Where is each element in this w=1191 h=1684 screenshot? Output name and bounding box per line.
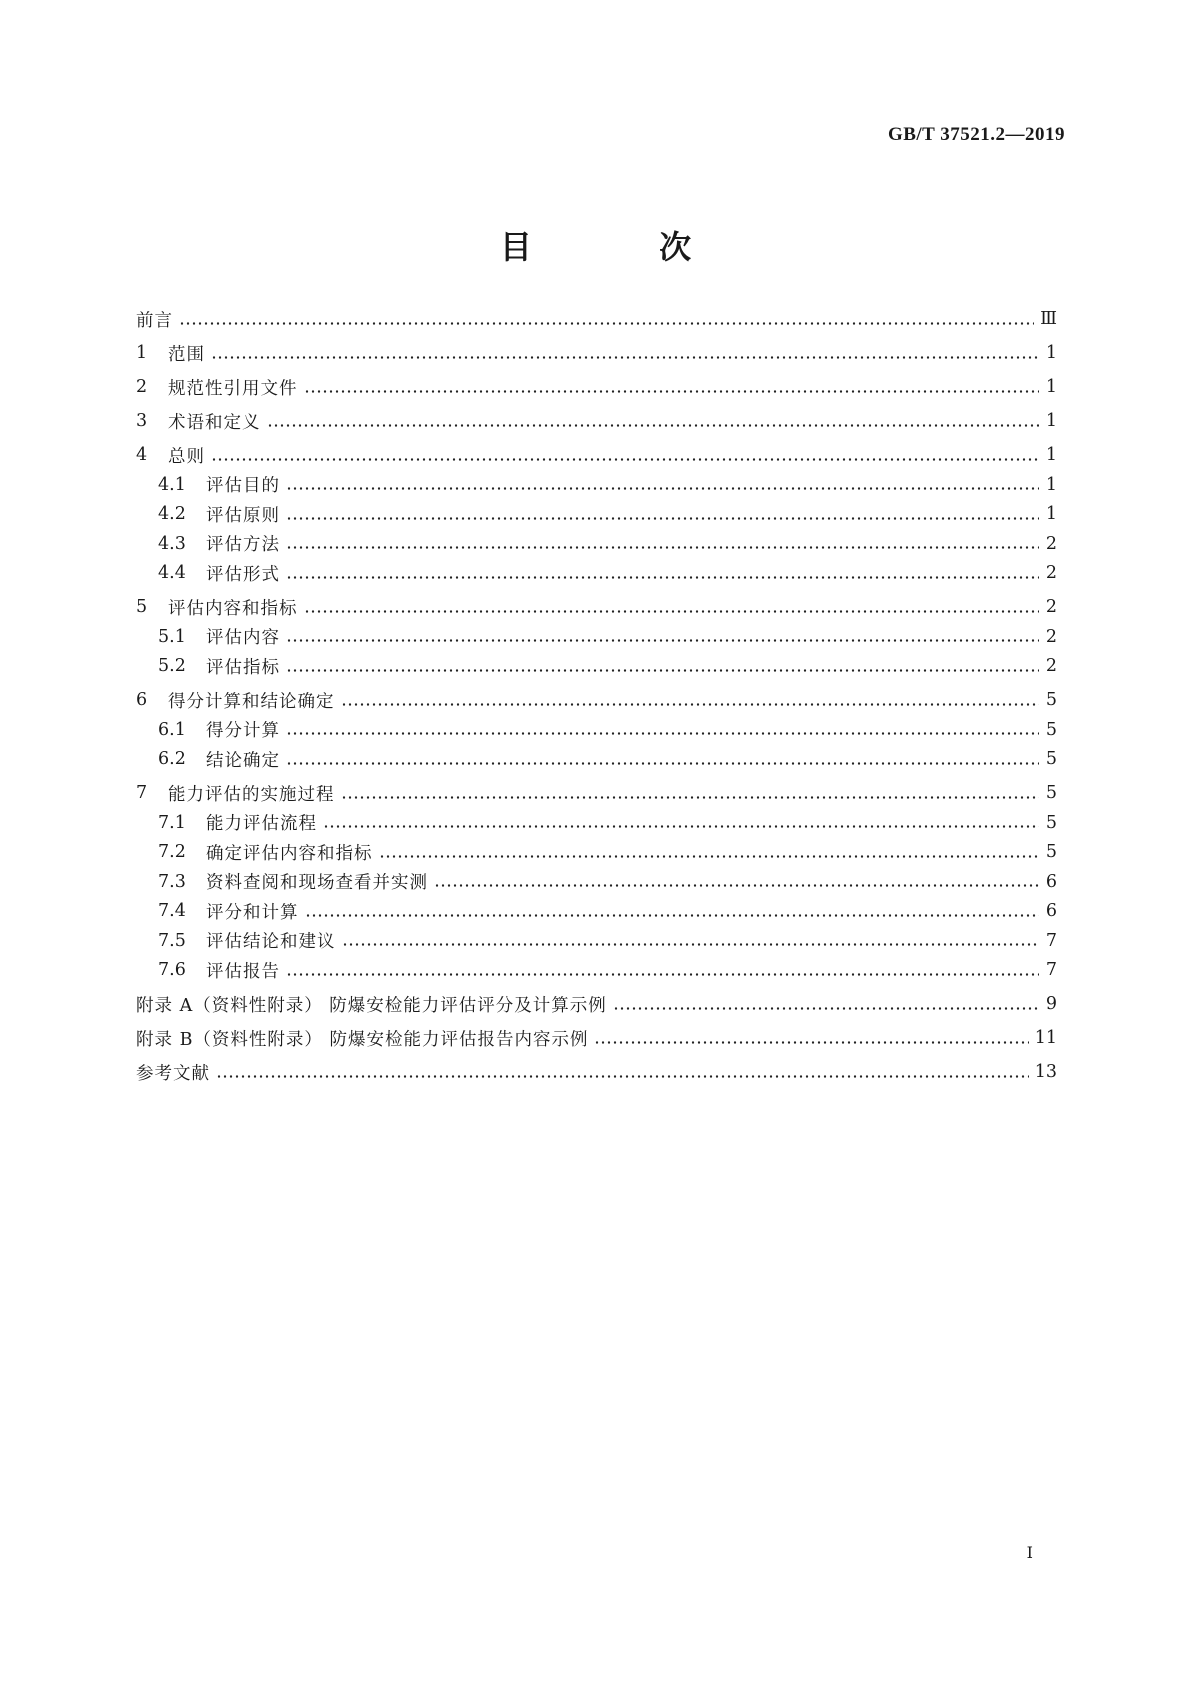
toc-entry-number: 4.2 [158, 504, 186, 524]
toc-entry-number: 5 [136, 597, 148, 617]
toc-entry-page: 1 [1045, 445, 1057, 465]
toc-entry-page: 9 [1045, 994, 1057, 1014]
toc-entry-number: 3 [136, 411, 148, 431]
toc-entry[interactable] [158, 898, 1057, 924]
toc-entry-number: 6.2 [158, 749, 186, 769]
toc-entry-number: 7.2 [158, 842, 186, 862]
toc-entry[interactable] [158, 472, 1057, 498]
dot-leader [286, 639, 1039, 642]
toc-entry-number: 4.3 [158, 533, 186, 554]
toc-entry[interactable] [158, 869, 1057, 895]
toc-entry-label: 能力评估流程 [206, 814, 317, 834]
toc-entry-label: 前言 [136, 310, 173, 331]
toc-entry-number: 7.4 [158, 901, 186, 921]
toc-entry-label: 确定评估内容和指标 [206, 843, 373, 864]
toc-entry[interactable] [136, 780, 1057, 806]
page-number: I [1026, 1543, 1033, 1562]
toc-entry-label: 评估指标 [206, 657, 280, 678]
toc-entry-page: 7 [1045, 960, 1057, 980]
toc-entry-label: 得分计算和结论确定 [168, 691, 335, 712]
dot-leader [179, 322, 1034, 325]
dot-leader [323, 825, 1039, 828]
dot-leader [305, 914, 1040, 917]
toc-entry-page: 1 [1045, 377, 1057, 397]
toc-entry-page: Ⅲ [1040, 309, 1057, 329]
toc-entry-page: 1 [1045, 343, 1057, 363]
toc-entry-number: 7.1 [158, 812, 186, 833]
toc-entry[interactable] [158, 957, 1057, 983]
toc-entry-page: 11 [1034, 1028, 1057, 1048]
toc-entry[interactable] [158, 501, 1057, 527]
toc-entry[interactable] [158, 560, 1057, 586]
dot-leader [613, 1007, 1039, 1010]
toc-entry-page: 2 [1045, 597, 1057, 617]
dot-leader [286, 762, 1039, 765]
toc-entry-label: 能力评估的实施过程 [168, 784, 335, 805]
toc-entry[interactable] [136, 340, 1057, 366]
toc-entry-label: 评估目的 [206, 476, 280, 496]
toc-entry-number: 7.3 [158, 871, 186, 892]
toc-entry[interactable] [136, 687, 1057, 713]
toc-entry[interactable] [158, 531, 1057, 557]
toc-entry-number: 5.2 [158, 656, 186, 676]
dot-leader [341, 796, 1040, 799]
toc-entry-page: 7 [1045, 930, 1057, 951]
toc-entry-page: 5 [1045, 842, 1057, 862]
toc-entry-page: 6 [1045, 901, 1057, 921]
dot-leader [434, 884, 1039, 887]
toc-entry[interactable] [136, 408, 1057, 434]
toc-entry[interactable] [136, 374, 1057, 400]
toc-entry-number: 7.5 [158, 930, 186, 951]
dot-leader [286, 546, 1039, 549]
toc-entry-label: 结论确定 [206, 750, 280, 771]
toc-entry-number: 7.6 [158, 960, 186, 980]
toc-entry-page: 2 [1045, 563, 1057, 583]
toc-entry-label: 附录 A（资料性附录） 防爆安检能力评估评分及计算示例 [136, 995, 607, 1016]
toc-entry-page: 5 [1045, 812, 1057, 833]
toc-entry-number: 4.4 [158, 563, 186, 583]
dot-leader [286, 576, 1039, 579]
toc-entry-page: 2 [1045, 533, 1057, 554]
toc-entry-label: 资料查阅和现场查看并实测 [206, 873, 428, 893]
toc-entry[interactable] [158, 717, 1057, 743]
dot-leader [304, 610, 1040, 613]
toc-entry-label: 附录 B（资料性附录） 防爆安检能力评估报告内容示例 [136, 1029, 589, 1050]
toc-entry-number: 1 [136, 343, 148, 363]
toc-entry[interactable] [136, 991, 1057, 1017]
toc-entry-number: 4.1 [158, 474, 186, 495]
toc-entry[interactable] [158, 624, 1057, 650]
toc-entry[interactable] [158, 653, 1057, 679]
toc-entry-label: 范围 [168, 344, 205, 365]
toc-entry-label: 评估报告 [206, 961, 280, 982]
toc-entry-label: 评估结论和建议 [206, 932, 336, 952]
toc-entry-label: 规范性引用文件 [168, 378, 298, 399]
toc-entry-number: 5.1 [158, 626, 186, 647]
dot-leader [286, 973, 1039, 976]
dot-leader [379, 855, 1040, 858]
dot-leader [341, 703, 1040, 706]
toc-entry-page: 1 [1045, 474, 1057, 495]
dot-leader [304, 390, 1040, 393]
toc-entry[interactable] [136, 1025, 1057, 1051]
toc-entry-label: 评估内容和指标 [168, 598, 298, 619]
toc-entry-number: 4 [136, 445, 148, 465]
toc-entry[interactable] [158, 839, 1057, 865]
toc-entry-label: 评估方法 [206, 535, 280, 555]
dot-leader [594, 1041, 1028, 1044]
dot-leader [211, 458, 1039, 461]
toc-entry-page: 5 [1045, 783, 1057, 803]
toc-entry-page: 5 [1045, 749, 1057, 769]
toc-entry-label: 术语和定义 [168, 412, 261, 433]
dot-leader [286, 487, 1039, 490]
toc-entry-label: 评分和计算 [206, 902, 299, 923]
dot-leader [286, 732, 1039, 735]
standard-code: GB/T 37521.2—2019 [887, 124, 1065, 145]
page-title: 目 次 [499, 228, 750, 266]
toc-entry-page: 6 [1045, 871, 1057, 892]
toc-entry-label: 总则 [168, 446, 205, 467]
toc-entry-label: 评估形式 [206, 564, 280, 585]
toc-entry-label: 评估内容 [206, 628, 280, 648]
toc-entry[interactable] [158, 746, 1057, 772]
toc-entry-page: 2 [1045, 656, 1057, 676]
dot-leader [216, 1075, 1029, 1078]
dot-leader [342, 943, 1040, 946]
toc-entry-page: 1 [1045, 411, 1057, 431]
toc-entry-label: 评估原则 [206, 505, 280, 526]
toc-entry[interactable] [158, 810, 1057, 836]
toc-entry[interactable] [136, 594, 1057, 620]
dot-leader [211, 356, 1039, 359]
toc-entry[interactable] [158, 928, 1057, 954]
toc-entry-page: 5 [1045, 719, 1057, 740]
toc-entry-page: 13 [1034, 1062, 1057, 1082]
toc-entry-number: 7 [136, 783, 148, 803]
toc-entry-page: 2 [1045, 626, 1057, 647]
toc-entry[interactable] [136, 306, 1057, 332]
toc-entry-page: 1 [1045, 504, 1057, 524]
toc-entry-number: 6 [136, 690, 148, 710]
toc-entry-label: 得分计算 [206, 721, 280, 741]
toc-entry[interactable] [136, 442, 1057, 468]
toc-entry[interactable] [136, 1059, 1057, 1085]
toc-entry-page: 5 [1045, 690, 1057, 710]
dot-leader [286, 517, 1039, 520]
dot-leader [267, 424, 1040, 427]
toc-entry-number: 6.1 [158, 719, 186, 740]
toc-entry-number: 2 [136, 377, 148, 397]
toc-entry-label: 参考文献 [136, 1063, 210, 1084]
dot-leader [286, 669, 1039, 672]
